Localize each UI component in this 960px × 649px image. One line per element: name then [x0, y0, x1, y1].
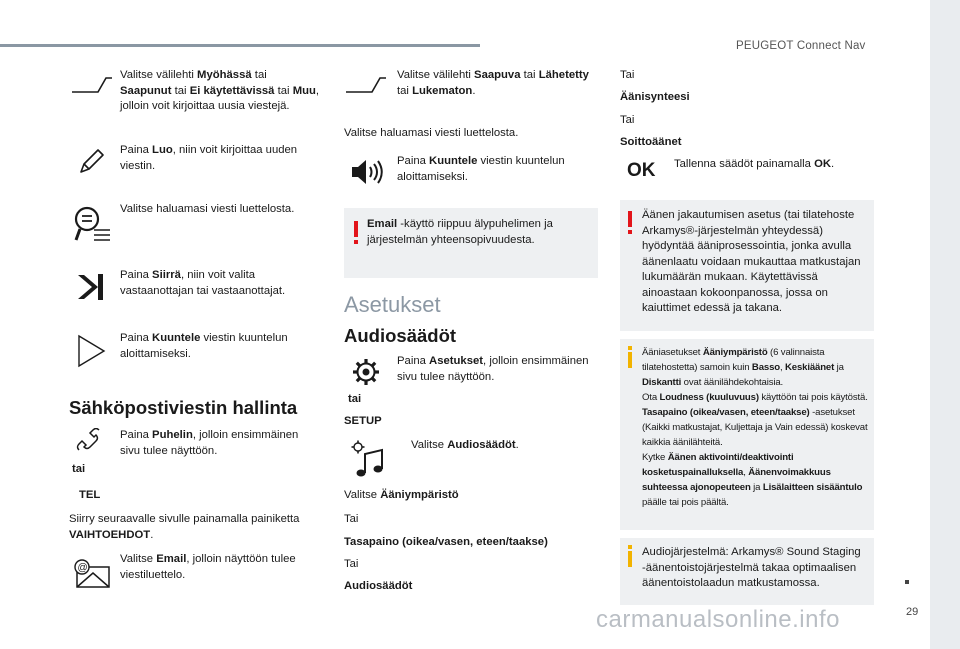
- music-note-icon: [351, 440, 385, 480]
- audio-settings-heading: Audiosäädöt: [344, 325, 457, 346]
- info-icon: [628, 352, 632, 368]
- arkamys-info-box: [620, 538, 874, 605]
- tab-icon: [70, 72, 114, 94]
- col1-select-message: Valitse haluamasi viesti luettelosta.: [120, 203, 295, 215]
- audio-info-box: [620, 339, 874, 530]
- col2-tab-instruction: Valitse välilehti Saapuva tai Lähetetty tai Lukematon.: [397, 69, 589, 97]
- page-header: PEUGEOT Connect Nav: [736, 40, 866, 52]
- sound-synthesis-option: Äänisynteesi: [620, 91, 690, 103]
- email-warning-text: Email -käyttö riippuu älypuhelimen ja järjestelmän yhteensopivuudesta.: [367, 218, 553, 246]
- arkamys-info-text: Audiojärjestelmä: Arkamys® Sound Staging -äänentoistojärjestelmä takaa optimaalisen äänentoistolaadun matkustamossa.: [642, 546, 861, 589]
- warning-icon: [354, 221, 358, 237]
- watermark: carmanualsonline.info: [596, 606, 840, 633]
- tel-button-label: TEL: [79, 489, 101, 501]
- header-bar: [0, 44, 480, 47]
- col1-move-instruction: Paina Siirrä, niin voit valita vastaanottajan tai vastaanottajat.: [120, 269, 286, 297]
- ok-button-label: OK: [627, 160, 656, 181]
- list-search-icon: [72, 204, 112, 246]
- col3-or-2: Tai: [620, 114, 635, 126]
- label-or: tai: [348, 393, 362, 405]
- col2-listen-instruction: Paina Kuuntele viestin kuuntelun aloittamiseksi.: [397, 155, 565, 183]
- tab-icon: [344, 72, 388, 94]
- side-strip: [930, 0, 960, 649]
- email-icon: [73, 559, 111, 589]
- col1-next-page-instruction: Siirry seuraavalle sivulle painamalla painiketta VAIHTOEHDOT.: [69, 513, 300, 541]
- audio-info-text: Ääniasetukset Ääniympäristö (6 valinnaista tilatehostetta) samoin kuin Basso, Keskiäänet ja Diskantti ovat äänilähdekohtaisia. Ota Loudness (kuuluvuus) käyttöön tai pois käytöstä. Tasapaino (oikea/vasen, eteen/taakse) -asetukset (Kaikki matkustajat, Kuljettaja ja Vain edessä) koskevat kaikkia äänilähteitä. Kytke Äänen aktivointi/deaktivointi kosketuspainalluksella, Äänenvoimakkuus suhteessa ajonopeuteen ja Lisälaitteen sisääntulo päälle tai pois päältä.: [642, 347, 868, 508]
- col1-create-instruction: Paina Luo, niin voit kirjoittaa uuden viestin.: [120, 144, 298, 172]
- continuation-marker: [905, 580, 909, 584]
- col2-or-1: Tai: [344, 513, 359, 525]
- col2-settings-instruction: Paina Asetukset, jolloin ensimmäinen sivu tulee näyttöön.: [397, 355, 589, 383]
- speaker-icon: [350, 157, 384, 187]
- pencil-icon: [76, 147, 106, 177]
- svg-text:@: @: [77, 562, 88, 574]
- setup-button-label: SETUP: [344, 415, 382, 427]
- balance-option: Tasapaino (oikea/vasen, eteen/taakse): [344, 536, 548, 548]
- label-or: tai: [72, 463, 86, 475]
- arkamys-warning-text: Äänen jakautumisen asetus (tai tilatehoste Arkamys®-järjestelmän yhteydessä) hyödyntää ääniprosessointia, jonka avulla äänenlaatu voidaan mukauttaa matkustajan lukumäärän mukaan. Käytettävissä ainoastaan kokoonpanossa, jossa on kaiuttimet edessä ja takana.: [642, 209, 861, 314]
- settings-heading: Asetukset: [344, 292, 441, 317]
- col2-or-2: Tai: [344, 558, 359, 570]
- phone-icon: [75, 428, 101, 454]
- page-number: 29: [906, 606, 919, 618]
- play-icon: [77, 334, 107, 368]
- col2-select-env: Valitse Ääniympäristö: [344, 489, 459, 501]
- col1-email-instruction: Valitse Email, jolloin näyttöön tulee viestiluettelo.: [120, 553, 296, 581]
- email-warning-box: [344, 208, 598, 278]
- warning-icon: [628, 211, 632, 227]
- col1-phone-instruction: Paina Puhelin, jolloin ensimmäinen sivu tulee näyttöön.: [120, 429, 299, 457]
- col2-select-message: Valitse haluamasi viesti luettelosta.: [344, 127, 519, 139]
- col1-play-instruction: Paina Kuuntele viestin kuuntelun aloittamiseksi.: [120, 332, 288, 360]
- audio-settings-option: Audiosäädöt: [344, 580, 413, 592]
- forward-icon: [75, 271, 105, 303]
- arkamys-warning-box: [620, 200, 874, 331]
- col2-audio-instruction: Valitse Audiosäädöt.: [411, 439, 519, 451]
- info-icon: [628, 551, 632, 567]
- col1-tab-instruction: Valitse välilehti Myöhässä tai Saapunut tai Ei käytettävissä tai Muu, jolloin voit kirjoittaa uusia viestejä.: [120, 69, 320, 112]
- col3-or-1: Tai: [620, 69, 635, 81]
- gear-icon: [351, 357, 381, 387]
- col3-ok-instruction: Tallenna säädöt painamalla OK.: [674, 158, 835, 170]
- section-email-heading: Sähköpostiviestin hallinta: [69, 397, 298, 418]
- ringtones-option: Soittoäänet: [620, 136, 682, 148]
